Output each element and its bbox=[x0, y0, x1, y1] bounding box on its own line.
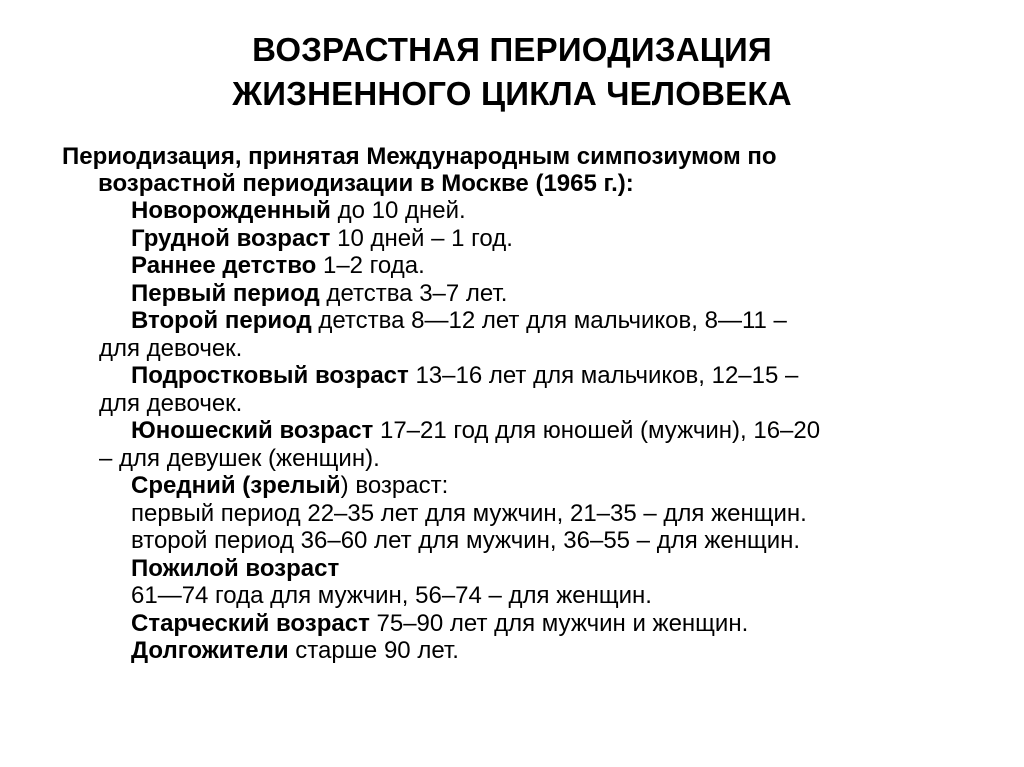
intro-line-1: Периодизация, принятая Международным симпозиумом по bbox=[62, 143, 777, 170]
period-desc: 75–90 лет для мужчин и женщин. bbox=[369, 609, 749, 637]
period-early-childhood bbox=[99, 252, 979, 280]
period-youth bbox=[99, 417, 979, 472]
period-term: Средний (зрелый bbox=[131, 472, 341, 499]
period-desc: ) возраст: bbox=[340, 472, 449, 499]
period-term: Юношеский возраст bbox=[131, 417, 374, 444]
period-teen bbox=[99, 362, 979, 417]
title-line-2: ЖИЗНЕННОГО ЦИКЛА ЧЕЛОВЕКА bbox=[232, 75, 792, 112]
period-desc-cont: для девочек. bbox=[99, 334, 243, 362]
period-middle bbox=[99, 472, 979, 555]
period-term: Пожилой возраст bbox=[131, 554, 340, 582]
period-infant bbox=[99, 225, 979, 253]
period-term: Новорожденный bbox=[131, 197, 331, 224]
period-term: Старческий возраст bbox=[131, 609, 370, 637]
slide-title bbox=[0, 28, 1024, 116]
period-senile bbox=[99, 610, 979, 638]
period-desc: 13–16 лет для мальчиков, 12–15 – bbox=[408, 362, 799, 389]
period-term: Подростковый возраст bbox=[131, 362, 409, 389]
period-long-livers bbox=[99, 637, 979, 665]
period-sub-2: второй период 36–60 лет для мужчин, 36–55 – для женщин. bbox=[131, 527, 801, 554]
period-term: Второй период bbox=[131, 307, 312, 334]
period-elderly bbox=[99, 555, 979, 610]
title-line-1: ВОЗРАСТНАЯ ПЕРИОДИЗАЦИЯ bbox=[252, 31, 772, 68]
period-desc: до 10 дней. bbox=[330, 197, 466, 224]
period-newborn bbox=[99, 197, 979, 225]
periods-list bbox=[99, 197, 979, 665]
period-desc-cont: для девочек. bbox=[99, 389, 243, 417]
period-term: Первый период bbox=[131, 279, 320, 307]
period-desc: старше 90 лет. bbox=[288, 637, 459, 664]
period-desc: 10 дней – 1 год. bbox=[330, 224, 513, 252]
period-desc-cont: – для девушек (женщин). bbox=[99, 444, 380, 472]
period-desc: детства 8—12 лет для мальчиков, 8—11 – bbox=[311, 307, 787, 334]
period-sub-1: первый период 22–35 лет для мужчин, 21–35 – для женщин. bbox=[131, 499, 807, 527]
intro-line-2: возрастной периодизации в Москве (1965 г.): bbox=[98, 170, 634, 197]
intro-text bbox=[62, 143, 962, 197]
period-desc: 1–2 года. bbox=[316, 252, 425, 279]
period-sub-1: 61—74 года для мужчин, 56–74 – для женщин. bbox=[131, 582, 652, 609]
period-term: Долгожители bbox=[131, 637, 289, 664]
period-first-childhood bbox=[99, 280, 979, 308]
period-second-childhood bbox=[99, 307, 979, 362]
period-term: Грудной возраст bbox=[131, 224, 331, 252]
period-desc: 17–21 год для юношей (мужчин), 16–20 bbox=[373, 417, 821, 444]
period-desc: детства 3–7 лет. bbox=[319, 279, 508, 307]
period-term: Раннее детство bbox=[131, 252, 317, 279]
